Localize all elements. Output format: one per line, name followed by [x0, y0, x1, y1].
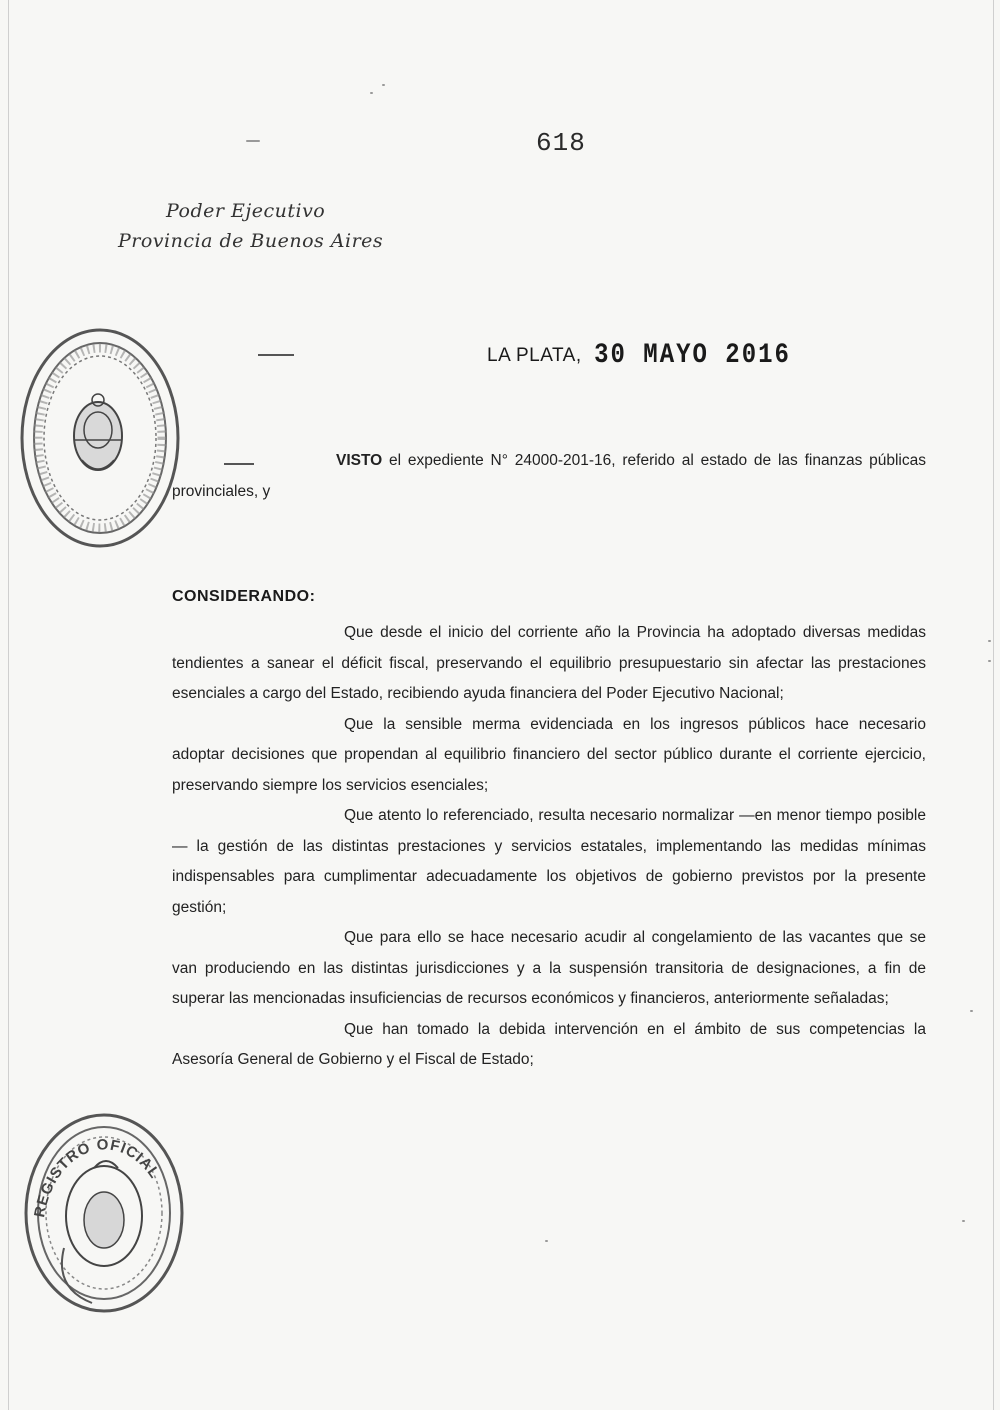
visto-paragraph: [172, 446, 926, 507]
scan-speck: [545, 1240, 548, 1242]
considerando-paragraph-3: Que atento lo referenciado, resulta necesario normalizar —en menor tiempo posible— la gestión de las distintas prestaciones y servicios estatales, implementando las medidas mínimas indispensables para cumplimentar adecuadamente los objetivos de gobierno previstos por la presente gestión;: [172, 807, 926, 916]
scan-speck: [988, 640, 991, 642]
date-line: [487, 339, 791, 372]
letterhead-line-2: Provincia de Buenos Aires: [118, 230, 384, 252]
page-edge-left: [8, 0, 9, 1410]
considerando-heading: CONSIDERANDO:: [172, 588, 316, 605]
date-place: LA PLATA,: [487, 345, 582, 366]
stamped-date: 30 MAYO 2016: [594, 339, 791, 372]
registro-oficial-seal-icon: [14, 1098, 192, 1318]
scan-speck: [246, 140, 260, 142]
considerando-paragraph-2: Que la sensible merma evidenciada en los ingresos públicos hace necesario adoptar decisiones que propendan al equilibrio financiero del sector público durante el corriente ejercicio, preservando siempre los servicios esenciales;: [172, 715, 926, 794]
considerando-section: [172, 618, 926, 1076]
considerando-paragraph-1: Que desde el inicio del corriente año la Provincia ha adoptado diversas medidas tendientes a sanear el déficit fiscal, preservando el equilibrio presupuestario sin afectar las prestaciones esenciales a cargo del Estado, recibiendo ayuda financiera del Poder Ejecutivo Nacional;: [172, 624, 926, 702]
letterhead: [118, 196, 383, 256]
seal-text: REGISTRO OFICIAL: [31, 1136, 164, 1219]
considerando-paragraph-4: Que para ello se hace necesario acudir al congelamiento de las vacantes que se van produciendo en las distintas jurisdicciones y a la suspensión transitoria de designaciones, a fin de superar las mencionadas insuficiencias de recursos económicos y financieros, anteriormente señaladas;: [172, 929, 926, 1007]
considerando-paragraph-5: Que han tomado la debida intervención en el ámbito de sus competencias la Asesoría General de Gobierno y el Fiscal de Estado;: [172, 1020, 926, 1068]
visto-lead: VISTO: [336, 452, 383, 469]
scan-speck: [962, 1220, 965, 1222]
scan-speck: [988, 660, 991, 662]
visto-text: el expediente N° 24000-201-16, referido al estado de las finanzas públicas provinciales, y: [172, 452, 926, 500]
document-number: 618: [536, 128, 586, 158]
scan-speck: [970, 1010, 973, 1012]
visto-section: [172, 446, 926, 507]
dash-mark: [258, 354, 294, 356]
letterhead-line-1: Poder Ejecutivo: [166, 200, 326, 222]
scan-speck: [382, 84, 385, 86]
page-edge-right: [993, 0, 994, 1410]
scan-speck: [370, 92, 373, 94]
official-seal-icon: [12, 310, 182, 560]
